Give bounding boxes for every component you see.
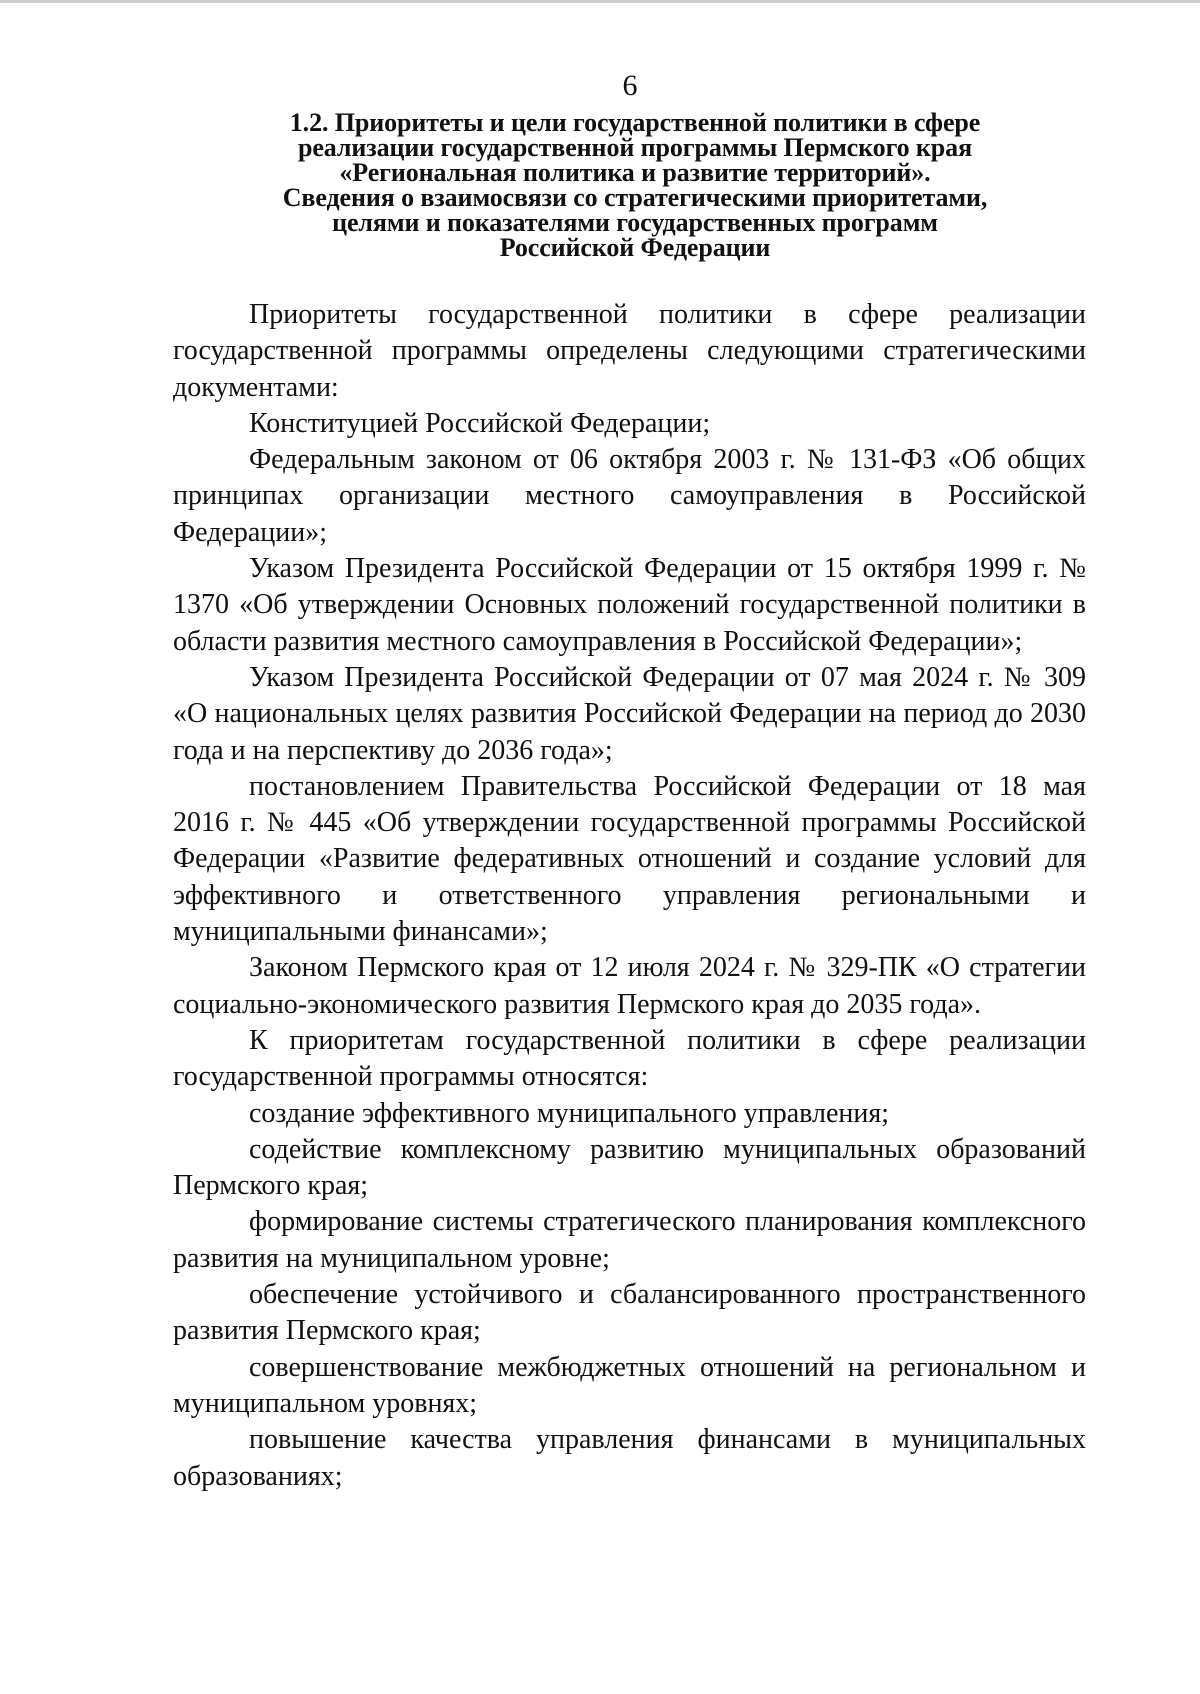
- heading-line: 1.2. Приоритеты и цели государственной политики в сфере: [289, 108, 981, 137]
- page-number: 6: [622, 69, 638, 102]
- page-top-edge: [0, 0, 1200, 3]
- heading-line: Российской Федерации: [499, 233, 771, 262]
- paragraph-constitution: Конституцией Российской Федерации;: [249, 407, 711, 439]
- paragraph-priority-item: формирование системы стратегического планирования комплексного развития на муниципальном уровне;: [173, 1206, 1086, 1274]
- body-text: [173, 297, 1086, 1495]
- paragraph-priority-item: совершенствование межбюджетных отношений на региональном и муниципальном уровнях;: [173, 1351, 1086, 1419]
- paragraph-perm-law-329: Законом Пермского края от 12 июля 2024 г. № 329-ПК «О стратегии социально-экономического развития Пермского края до 2035 года».: [173, 952, 1086, 1020]
- heading-line: Сведения о взаимосвязи со стратегическими приоритетами,: [282, 183, 988, 212]
- paragraph-priority-item: обеспечение устойчивого и сбалансированного пространственного развития Пермского края;: [173, 1279, 1086, 1347]
- paragraph-priorities-intro: К приоритетам государственной политики в сфере реализации государственной программы относятся:: [173, 1024, 1086, 1093]
- paragraph-federal-law-131: Федеральным законом от 06 октября 2003 г. № 131-ФЗ «Об общих принципах организации местного самоуправления в Российской Федерации»;: [173, 444, 1086, 548]
- paragraph-intro: Приоритеты государственной политики в сфере реализации государственной программы определены следующими стратегическими документами:: [173, 299, 1086, 403]
- section-heading: [170, 110, 1100, 260]
- paragraph-decree-309: Указом Президента Российской Федерации от 07 мая 2024 г. № 309 «О национальных целях развития Российской Федерации на период до 2030 года и на перспективу до 2036 года»;: [173, 661, 1086, 766]
- paragraph-priority-item: содействие комплексному развитию муниципальных образований Пермского края;: [173, 1133, 1086, 1202]
- heading-line: реализации государственной программы Пермского края: [297, 133, 973, 162]
- heading-line: «Региональная политика и развитие территорий».: [339, 158, 931, 187]
- heading-line: целями и показателями государственных программ: [332, 208, 938, 237]
- paragraph-decree-1370: Указом Президента Российской Федерации от 15 октября 1999 г. № 1370 «Об утверждении Основных положений государственной политики в области развития местного самоуправления в Российской Федерации»;: [173, 553, 1086, 657]
- paragraph-priority-item: повышение качества управления финансами в муниципальных образованиях;: [173, 1424, 1086, 1492]
- paragraph-resolution-445: постановлением Правительства Российской Федерации от 18 мая 2016 г. № 445 «Об утверждении государственной программы Российской Федерации «Развитие федеративных отношений и создание условий для эффективного и ответственного управления региональными и муниципальными финансами»;: [173, 770, 1086, 948]
- paragraph-priority-item: создание эффективного муниципального управления;: [249, 1097, 890, 1129]
